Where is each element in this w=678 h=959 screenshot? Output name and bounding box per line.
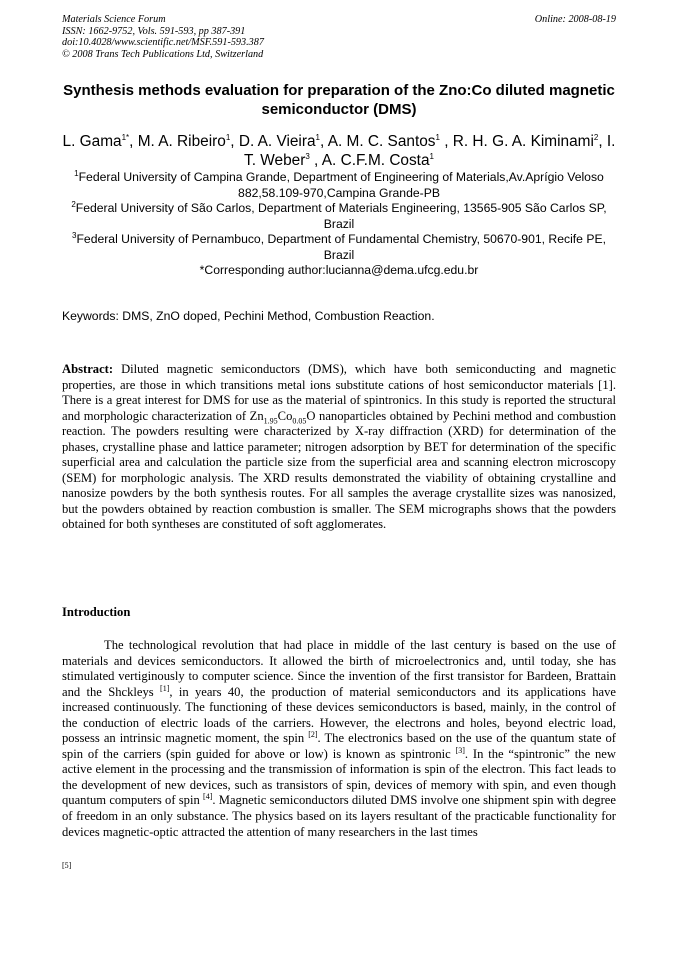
author-affiliation-mark: 1*: [121, 132, 130, 142]
intro-text: , in years 40, the production of material semiconductors and its applications have increased continuously. The functioning of these devices semiconductors is based, mainly, in the control of the conduction of electric loads of the carriers. However, the electrons and holes, beyond electric load, possess an intrinsic magnetic moment, the spin: [62, 684, 616, 746]
author-separator: ,: [309, 152, 322, 169]
author-list: [62, 132, 616, 170]
affiliation-number: 3: [72, 230, 77, 240]
author-name: L. Gama: [62, 133, 122, 150]
abstract-paragraph: [62, 362, 616, 533]
affiliation-block: [62, 170, 616, 279]
journal-name: Materials Science Forum: [62, 14, 166, 25]
intro-text: . Magnetic semiconductors diluted DMS involve one shipment spin with degree of freedom in an only substance. The physics based on its layers resultant of the practicable functionality for devices magnetic-optic attracted the attention of many researchers in the last times: [62, 793, 616, 839]
affiliation-2: [62, 201, 616, 232]
keywords-line: Keywords: DMS, ZnO doped, Pechini Method, Combustion Reaction.: [62, 309, 435, 323]
author-affiliation-mark: 2: [593, 132, 599, 142]
citation-ref: [4]: [203, 792, 213, 802]
corresponding-author: *Corresponding author:lucianna@dema.ufcg.edu.br: [199, 263, 479, 277]
subscript: 1.95: [263, 416, 278, 426]
author-name: R. H. G. A. Kiminami: [452, 133, 594, 150]
citation-ref: [5]: [62, 861, 72, 870]
author-separator: ,: [320, 133, 328, 150]
author-separator: ,: [598, 133, 607, 150]
author-affiliation-mark: 1: [225, 132, 231, 142]
author-name: A. M. C. Santos: [327, 133, 436, 150]
author-affiliation-mark: 1: [315, 132, 320, 142]
online-date: Online: 2008-08-19: [534, 14, 616, 25]
introduction-paragraph: [62, 638, 616, 840]
affiliation-number: 1: [74, 168, 79, 178]
abstract-text: Diluted magnetic semiconductors (DMS), which have both semiconducting and magnetic properties, are those in which transitions metal ions substitute cations of host semiconductor materials [1]. There is a great interest for DMS for use as the material of spintronics. In this study is reported the structural and morphologic characterization of Zn: [62, 362, 616, 423]
intro-text: . In the “spintronic” the new active element in the processing and the transmission of information is spin of the electron. This fact leads to the development of new devices, such as transistors of spin, devices of memory with spin, and even though quantum computers of spin: [62, 746, 616, 808]
affiliation-number: 2: [71, 199, 76, 209]
affiliation-text: Federal University of Campina Grande, Department of Engineering of Materials,Av.Aprígio Veloso 882,58.109-970,Campina Grande-PB: [78, 170, 604, 200]
doi-line: doi:10.4028/www.scientific.net/MSF.591-593.387: [62, 37, 264, 49]
intro-text: . The electronics based on the use of the quantum state of spin of the carriers (spin guided for above or low) is known as spintronic: [62, 731, 616, 761]
subscript: 0.05: [292, 416, 307, 426]
citation-ref: [2]: [308, 730, 318, 740]
affiliation-text: Federal University of São Carlos, Department of Materials Engineering, 13565-905 São Carlos SP, Brazil: [75, 201, 607, 231]
copyright-line: © 2008 Trans Tech Publications Ltd, Switzerland: [62, 48, 264, 60]
author-name: D. A. Vieira: [238, 133, 316, 150]
journal-header: [62, 14, 616, 60]
intro-text: The technological revolution that had place in middle of the last century is based on the use of materials and devices semiconductors. It allowed the birth of microelectronics and, until today, she has stimulated vertiginously to computer science. Since the invention of the first transistor for Bardeen, Brattain and the Shckleys: [62, 638, 616, 699]
author-separator: ,: [230, 133, 239, 150]
issn-line: ISSN: 1662-9752, Vols. 591-593, pp 387-391: [62, 25, 246, 37]
author-name: A. C.F.M. Costa: [321, 152, 430, 169]
author-affiliation-mark: 1: [429, 151, 434, 161]
affiliation-1: [62, 170, 616, 201]
section-heading-introduction: Introduction: [62, 605, 131, 619]
citation-ref: [3]: [455, 745, 465, 755]
citation-ref: [1]: [160, 683, 170, 693]
author-affiliation-mark: 1: [435, 132, 440, 142]
abstract-text: Co: [277, 408, 293, 423]
paper-title: Synthesis methods evaluation for preparation of the Zno:Co diluted magnetic semiconductor (DMS): [63, 82, 615, 118]
affiliation-3: [62, 232, 616, 263]
affiliation-text: Federal University of Pernambuco, Department of Fundamental Chemistry, 50670-901, Recife PE, Brazil: [76, 232, 606, 262]
abstract-label: Abstract:: [62, 362, 114, 376]
author-separator: ,: [439, 133, 453, 150]
author-separator: ,: [129, 133, 138, 150]
author-affiliation-mark: 3: [305, 151, 310, 161]
abstract-text: O nanoparticles obtained by Pechini method and combustion reaction. The powders resulting were characterized by X-ray diffraction (XRD) for determination of the phases, crystalline phase and lattice parameter; nitrogen adsorption by BET for determination of the specific superficial area and calculation the particle size from the superficial area and scanning electron microscopy (SEM) for morphologic analysis. The XRD results demonstrated the viability of obtaining crystalline and nanosize powders by the both synthesis routes. For all samples the average crystallite sizes was nanosized, but the powders obtained by reaction combustion is smaller. The SEM micrographs shows that the powders obtained for both syntheses are constituted of soft agglomerates.: [62, 408, 616, 532]
author-name: I. T. Weber: [244, 133, 616, 169]
author-name: M. A. Ribeiro: [137, 133, 226, 150]
